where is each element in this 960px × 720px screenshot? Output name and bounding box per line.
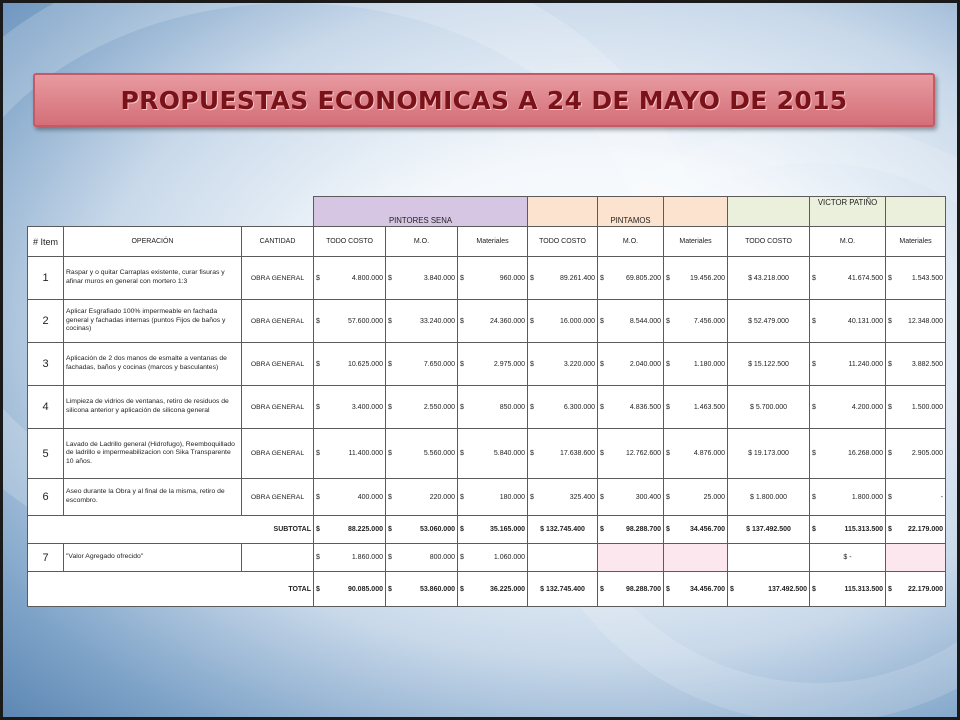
table-row bbox=[28, 429, 946, 479]
table-row bbox=[28, 386, 946, 429]
header-vict-materiales: Materiales bbox=[886, 227, 946, 257]
row-pint-value bbox=[598, 343, 664, 386]
provider-victor: VICTOR PATIÑO bbox=[810, 197, 886, 227]
row-operation: Aseo durante la Obra y al final de la misma, retiro de escombro. bbox=[64, 479, 242, 516]
amount-value: 53.860.000 bbox=[419, 585, 455, 593]
row-operation: Aplicar Esgrafiado 100% impermeable en fachada general y fachadas internas (puntos Fijos de baños y cocinas) bbox=[64, 300, 242, 343]
amount-value: 22.179.000 bbox=[907, 526, 944, 533]
amount-value: 12.348.000 bbox=[907, 317, 944, 325]
currency-symbol: $ bbox=[600, 317, 604, 325]
amount-value: 2.975.000 bbox=[493, 360, 526, 368]
row-item-number: 6 bbox=[28, 479, 64, 516]
amount-value: 2.550.000 bbox=[423, 403, 455, 411]
amount-value: 6.300.000 bbox=[563, 403, 596, 411]
row-sena-value bbox=[458, 429, 528, 479]
amount-value: 11.400.000 bbox=[348, 450, 383, 457]
amount-value: 300.400 bbox=[635, 493, 662, 501]
currency-symbol: $ bbox=[460, 526, 464, 533]
row-item-number: 1 bbox=[28, 257, 64, 300]
amount-value: 98.288.700 bbox=[625, 585, 662, 593]
total-vict-value bbox=[810, 572, 886, 607]
amount-value: 8.544.000 bbox=[629, 317, 662, 325]
subtotal-row bbox=[28, 516, 946, 544]
currency-symbol: $ bbox=[812, 360, 816, 368]
row-sena-value bbox=[386, 479, 458, 516]
currency-symbol: $ bbox=[530, 274, 534, 282]
valor-pint-empty bbox=[664, 544, 728, 572]
amount-value: 800.000 bbox=[429, 554, 455, 561]
row-sena-value bbox=[458, 386, 528, 429]
amount-value: 7.650.000 bbox=[423, 360, 455, 368]
amount-value: 850.000 bbox=[499, 403, 526, 411]
row-sena-value bbox=[386, 343, 458, 386]
amount-value: 16.000.000 bbox=[559, 317, 596, 325]
row-pint-value bbox=[528, 429, 598, 479]
header-sena-mo: M.O. bbox=[386, 227, 458, 257]
amount-value: 3.220.000 bbox=[563, 360, 596, 368]
amount-value: 53.060.000 bbox=[419, 526, 455, 533]
row-sena-value bbox=[314, 343, 386, 386]
subtotal-pint-value bbox=[664, 516, 728, 544]
currency-symbol: $ bbox=[666, 403, 670, 411]
amount-value: 1.500.000 bbox=[911, 403, 944, 411]
row-vict-todo-costo: $ 43.218.000 bbox=[728, 257, 810, 300]
currency-symbol: $ bbox=[316, 403, 320, 411]
header-operacion: OPERACIÓN bbox=[64, 227, 242, 257]
valor-operation: "Valor Agregado ofrecido" bbox=[64, 544, 242, 572]
row-sena-value bbox=[314, 257, 386, 300]
amount-value: 1.180.000 bbox=[693, 360, 726, 368]
amount-value: 1.463.500 bbox=[693, 403, 726, 411]
row-sena-value bbox=[386, 386, 458, 429]
total-sena-value bbox=[386, 572, 458, 607]
row-vict-todo-costo: $ 5.700.000 bbox=[728, 386, 810, 429]
row-sena-value bbox=[314, 386, 386, 429]
currency-symbol: $ bbox=[812, 274, 816, 282]
row-quantity: OBRA GENERAL bbox=[242, 386, 314, 429]
amount-value: 3.840.000 bbox=[423, 274, 455, 282]
currency-symbol: $ bbox=[388, 585, 392, 593]
currency-symbol: $ bbox=[388, 554, 392, 561]
row-vict-todo-costo: $ 1.800.000 bbox=[728, 479, 810, 516]
amount-value: 1.060.000 bbox=[493, 554, 526, 561]
row-pint-value bbox=[528, 257, 598, 300]
amount-value: 325.400 bbox=[569, 493, 596, 501]
currency-symbol: $ bbox=[316, 274, 320, 282]
row-pint-value bbox=[598, 386, 664, 429]
row-pint-value bbox=[528, 300, 598, 343]
row-vict-value bbox=[886, 429, 946, 479]
amount-value: 88.225.000 bbox=[347, 526, 383, 533]
subtotal-vict-todo-costo: $ 137.492.500 bbox=[728, 516, 810, 544]
currency-symbol: $ bbox=[666, 274, 670, 282]
valor-vict-empty bbox=[886, 544, 946, 572]
currency-symbol: $ bbox=[600, 403, 604, 411]
row-vict-todo-costo: $ 19.173.000 bbox=[728, 429, 810, 479]
row-vict-value bbox=[810, 429, 886, 479]
row-vict-value bbox=[810, 479, 886, 516]
currency-symbol: $ bbox=[460, 493, 464, 501]
row-vict-value bbox=[810, 257, 886, 300]
amount-value: 3.400.000 bbox=[351, 403, 383, 411]
row-quantity: OBRA GENERAL bbox=[242, 479, 314, 516]
valor-pint-empty bbox=[528, 544, 598, 572]
amount-value: 98.288.700 bbox=[625, 526, 662, 533]
currency-symbol: $ bbox=[460, 585, 464, 593]
amount-value: 34.456.700 bbox=[689, 585, 726, 593]
amount-value: 10.625.000 bbox=[347, 360, 383, 368]
valor-vict-total: $ - bbox=[810, 544, 886, 572]
currency-symbol: $ bbox=[460, 274, 464, 282]
amount-value: 5.560.000 bbox=[423, 450, 455, 457]
row-sena-value bbox=[458, 479, 528, 516]
currency-symbol: $ bbox=[460, 317, 464, 325]
amount-value: 24.360.000 bbox=[489, 317, 526, 325]
row-operation: Limpieza de vidrios de ventanas, retiro de residuos de silicona anterior y aplicación de silicona general bbox=[64, 386, 242, 429]
header-pint-materiales: Materiales bbox=[664, 227, 728, 257]
total-vict-value bbox=[728, 572, 810, 607]
amount-value: 220.000 bbox=[429, 493, 455, 501]
amount-value: 36.225.000 bbox=[489, 585, 526, 593]
row-vict-value bbox=[886, 479, 946, 516]
amount-value: 33.240.000 bbox=[419, 317, 455, 325]
amount-value: 35.165.000 bbox=[489, 526, 526, 533]
amount-value: 3.882.500 bbox=[911, 360, 944, 368]
subtotal-sena-value bbox=[314, 516, 386, 544]
row-vict-todo-costo: $ 15.122.500 bbox=[728, 343, 810, 386]
row-vict-value bbox=[886, 300, 946, 343]
currency-symbol: $ bbox=[888, 317, 892, 325]
row-quantity: OBRA GENERAL bbox=[242, 300, 314, 343]
table-row bbox=[28, 300, 946, 343]
column-header-row bbox=[28, 227, 946, 257]
header-item: # Item bbox=[28, 227, 64, 257]
amount-value: 1.860.000 bbox=[351, 554, 383, 561]
currency-symbol: $ bbox=[888, 274, 892, 282]
total-row bbox=[28, 572, 946, 607]
header-vict-todo-costo: TODO COSTO bbox=[728, 227, 810, 257]
row-operation: Lavado de Ladrillo general (Hidrofugo), Reemboquillado de ladrillo e impermeabilizacion con Sika Transparente 10 años. bbox=[64, 429, 242, 479]
valor-agregado-row bbox=[28, 544, 946, 572]
currency-symbol: $ bbox=[888, 493, 892, 501]
row-pint-value bbox=[528, 479, 598, 516]
currency-symbol: $ bbox=[530, 360, 534, 368]
total-vict-value bbox=[886, 572, 946, 607]
row-sena-value bbox=[386, 257, 458, 300]
valor-sena-value bbox=[386, 544, 458, 572]
currency-symbol: $ bbox=[460, 360, 464, 368]
amount-value: 4.200.000 bbox=[851, 403, 884, 411]
row-vict-value bbox=[886, 386, 946, 429]
currency-symbol: $ bbox=[460, 554, 464, 561]
amount-value: 4.876.000 bbox=[693, 450, 726, 457]
currency-symbol: $ bbox=[530, 493, 534, 501]
currency-symbol: $ bbox=[600, 526, 604, 533]
currency-symbol: $ bbox=[316, 450, 320, 457]
row-sena-value bbox=[458, 257, 528, 300]
row-sena-value bbox=[386, 429, 458, 479]
proposals-table bbox=[27, 196, 946, 607]
row-pint-value bbox=[664, 257, 728, 300]
header-vict-mo: M.O. bbox=[810, 227, 886, 257]
currency-symbol: $ bbox=[530, 403, 534, 411]
total-sena-value bbox=[314, 572, 386, 607]
row-vict-value bbox=[886, 257, 946, 300]
currency-symbol: $ bbox=[812, 585, 816, 593]
provider-pintamos: PINTAMOS bbox=[598, 197, 664, 227]
title-banner bbox=[33, 73, 935, 127]
currency-symbol: $ bbox=[600, 274, 604, 282]
currency-symbol: $ bbox=[460, 450, 464, 457]
currency-symbol: $ bbox=[666, 450, 670, 457]
row-quantity: OBRA GENERAL bbox=[242, 257, 314, 300]
header-pint-mo: M.O. bbox=[598, 227, 664, 257]
currency-symbol: $ bbox=[888, 450, 892, 457]
currency-symbol: $ bbox=[888, 360, 892, 368]
row-item-number: 4 bbox=[28, 386, 64, 429]
row-vict-value bbox=[810, 300, 886, 343]
row-operation: Raspar y o quitar Carraplas existente, curar fisuras y afinar muros en general con mortero 1:3 bbox=[64, 257, 242, 300]
row-pint-value bbox=[664, 300, 728, 343]
row-pint-value bbox=[528, 386, 598, 429]
header-sena-materiales: Materiales bbox=[458, 227, 528, 257]
row-sena-value bbox=[458, 343, 528, 386]
currency-symbol: $ bbox=[600, 493, 604, 501]
currency-symbol: $ bbox=[812, 493, 816, 501]
subtotal-vict-value bbox=[886, 516, 946, 544]
currency-symbol: $ bbox=[600, 360, 604, 368]
amount-value: 115.313.500 bbox=[844, 585, 884, 593]
row-vict-value bbox=[810, 343, 886, 386]
currency-symbol: $ bbox=[600, 585, 604, 593]
row-pint-value bbox=[598, 300, 664, 343]
amount-value: 40.131.000 bbox=[847, 317, 884, 325]
currency-symbol: $ bbox=[812, 450, 816, 457]
amount-value: 22.179.000 bbox=[907, 585, 944, 593]
amount-value: 2.040.000 bbox=[629, 360, 662, 368]
currency-symbol: $ bbox=[388, 317, 392, 325]
amount-value: 19.456.200 bbox=[689, 274, 726, 282]
currency-symbol: $ bbox=[666, 493, 670, 501]
currency-symbol: $ bbox=[460, 403, 464, 411]
amount-value: 1.543.500 bbox=[911, 274, 944, 282]
row-sena-value bbox=[458, 300, 528, 343]
table-row bbox=[28, 257, 946, 300]
currency-symbol: $ bbox=[730, 585, 734, 593]
amount-value: 960.000 bbox=[499, 274, 526, 282]
amount-value: 41.674.500 bbox=[847, 274, 884, 282]
total-pint-todo-costo: $ 132.745.400 bbox=[528, 572, 598, 607]
amount-value: 400.000 bbox=[357, 493, 383, 501]
row-pint-value bbox=[598, 257, 664, 300]
row-sena-value bbox=[314, 479, 386, 516]
currency-symbol: $ bbox=[388, 526, 392, 533]
amount-value: 12.762.600 bbox=[625, 450, 662, 457]
total-sena-value bbox=[458, 572, 528, 607]
currency-symbol: $ bbox=[316, 493, 320, 501]
amount-value: 11.240.000 bbox=[848, 360, 884, 368]
subtotal-pint-todo-costo: $ 132.745.400 bbox=[528, 516, 598, 544]
table-row bbox=[28, 343, 946, 386]
currency-symbol: $ bbox=[316, 360, 320, 368]
currency-symbol: $ bbox=[316, 585, 320, 593]
currency-symbol: $ bbox=[600, 450, 604, 457]
row-item-number: 5 bbox=[28, 429, 64, 479]
currency-symbol: $ bbox=[388, 450, 392, 457]
provider-sena: PINTORES SENA bbox=[314, 197, 528, 227]
valor-quantity bbox=[242, 544, 314, 572]
currency-symbol: $ bbox=[666, 317, 670, 325]
currency-symbol: $ bbox=[812, 526, 816, 533]
amount-value: 57.600.000 bbox=[347, 317, 383, 325]
row-pint-value bbox=[664, 386, 728, 429]
currency-symbol: $ bbox=[316, 554, 320, 561]
currency-symbol: $ bbox=[388, 493, 392, 501]
currency-symbol: $ bbox=[666, 526, 670, 533]
row-quantity: OBRA GENERAL bbox=[242, 343, 314, 386]
header-cantidad: CANTIDAD bbox=[242, 227, 314, 257]
currency-symbol: $ bbox=[666, 360, 670, 368]
valor-pint-empty bbox=[598, 544, 664, 572]
amount-value: 115.313.500 bbox=[844, 526, 884, 533]
subtotal-vict-value bbox=[810, 516, 886, 544]
row-item-number: 3 bbox=[28, 343, 64, 386]
amount-value: 89.261.400 bbox=[559, 274, 596, 282]
row-pint-value bbox=[598, 479, 664, 516]
row-pint-value bbox=[664, 479, 728, 516]
page-title: PROPUESTAS ECONOMICAS A 24 DE MAYO DE 2015 bbox=[120, 85, 848, 115]
valor-sena-value bbox=[458, 544, 528, 572]
currency-symbol: $ bbox=[888, 403, 892, 411]
amount-value: 25.000 bbox=[703, 493, 726, 501]
currency-symbol: $ bbox=[388, 403, 392, 411]
header-sena-todo-costo: TODO COSTO bbox=[314, 227, 386, 257]
row-vict-value bbox=[886, 343, 946, 386]
subtotal-sena-value bbox=[386, 516, 458, 544]
total-label: TOTAL bbox=[28, 572, 314, 607]
currency-symbol: $ bbox=[388, 360, 392, 368]
amount-value: 137.492.500 bbox=[768, 585, 808, 593]
provider-header-row bbox=[28, 197, 946, 227]
currency-symbol: $ bbox=[888, 585, 892, 593]
subtotal-sena-value bbox=[458, 516, 528, 544]
amount-value: 4.800.000 bbox=[351, 274, 383, 282]
amount-value: 34.456.700 bbox=[689, 526, 726, 533]
currency-symbol: $ bbox=[666, 585, 670, 593]
row-pint-value bbox=[528, 343, 598, 386]
row-pint-value bbox=[598, 429, 664, 479]
currency-symbol: $ bbox=[388, 274, 392, 282]
total-pint-value bbox=[664, 572, 728, 607]
row-sena-value bbox=[386, 300, 458, 343]
currency-symbol: $ bbox=[530, 450, 534, 457]
row-sena-value bbox=[314, 300, 386, 343]
table-row bbox=[28, 479, 946, 516]
amount-value: 90.085.000 bbox=[347, 585, 383, 593]
currency-symbol: $ bbox=[888, 526, 892, 533]
amount-value: 69.805.200 bbox=[625, 274, 662, 282]
currency-symbol: $ bbox=[316, 317, 320, 325]
valor-sena-value bbox=[314, 544, 386, 572]
amount-value: - bbox=[940, 493, 944, 501]
subtotal-pint-value bbox=[598, 516, 664, 544]
row-quantity: OBRA GENERAL bbox=[242, 429, 314, 479]
amount-value: 1.800.000 bbox=[851, 493, 884, 501]
row-pint-value bbox=[664, 429, 728, 479]
currency-symbol: $ bbox=[812, 403, 816, 411]
currency-symbol: $ bbox=[530, 317, 534, 325]
amount-value: 4.836.500 bbox=[629, 403, 662, 411]
subtotal-label: SUBTOTAL bbox=[28, 516, 314, 544]
amount-value: 180.000 bbox=[499, 493, 526, 501]
currency-symbol: $ bbox=[812, 317, 816, 325]
row-operation: Aplicación de 2 dos manos de esmalte a ventanas de fachadas, baños y cocinas (marcos y basculantes) bbox=[64, 343, 242, 386]
currency-symbol: $ bbox=[316, 526, 320, 533]
valor-item-number: 7 bbox=[28, 544, 64, 572]
row-sena-value bbox=[314, 429, 386, 479]
amount-value: 2.905.000 bbox=[911, 450, 944, 457]
amount-value: 5.840.000 bbox=[493, 450, 526, 457]
slide-background bbox=[3, 3, 957, 717]
valor-vict-empty bbox=[728, 544, 810, 572]
row-item-number: 2 bbox=[28, 300, 64, 343]
row-pint-value bbox=[664, 343, 728, 386]
row-vict-value bbox=[810, 386, 886, 429]
header-pint-todo-costo: TODO COSTO bbox=[528, 227, 598, 257]
row-vict-todo-costo: $ 52.479.000 bbox=[728, 300, 810, 343]
amount-value: 17.638.600 bbox=[559, 450, 596, 457]
amount-value: 16.268.000 bbox=[847, 450, 884, 457]
total-pint-value bbox=[598, 572, 664, 607]
amount-value: 7.456.000 bbox=[693, 317, 726, 325]
